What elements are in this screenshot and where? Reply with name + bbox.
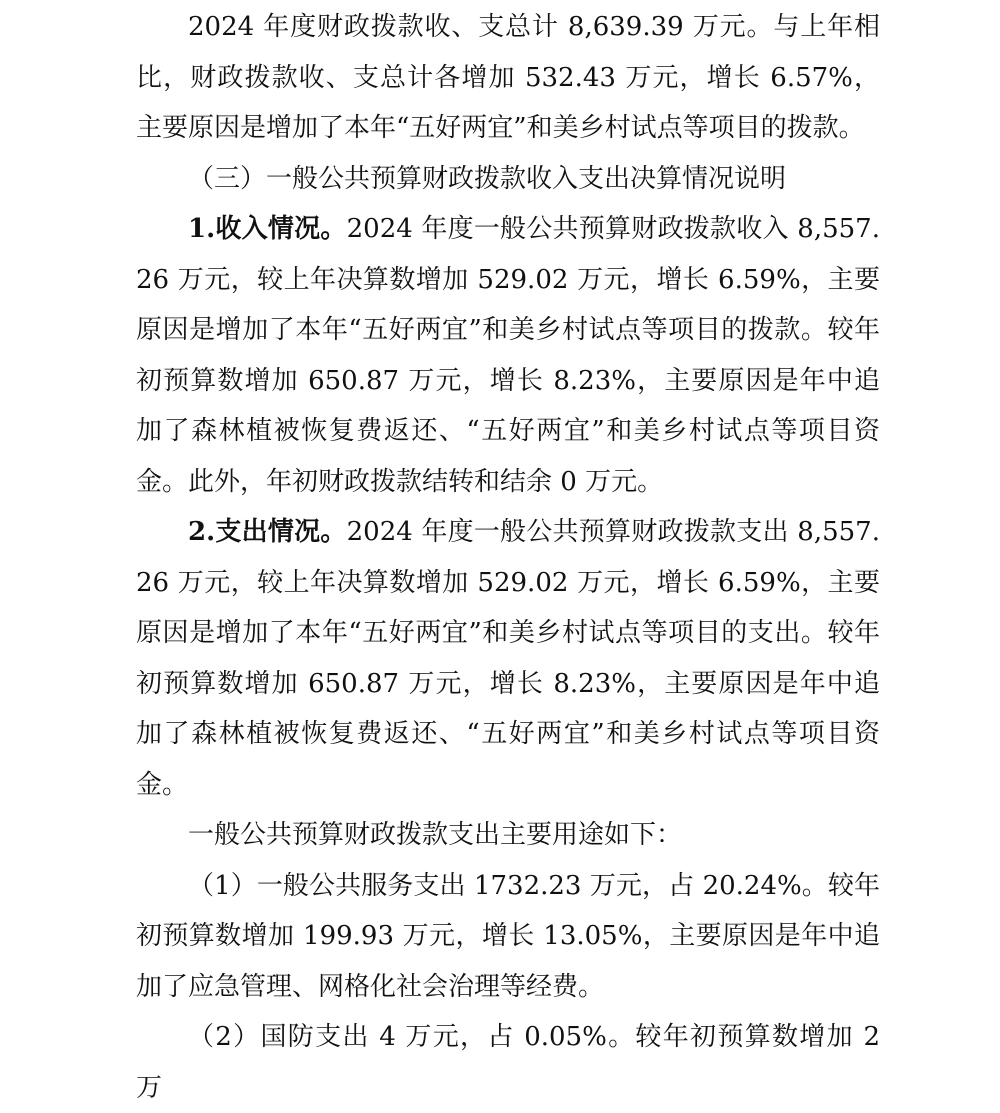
document-page bbox=[136, 0, 880, 1113]
paragraph-expense bbox=[136, 507, 880, 810]
paragraph-uses-intro: 一般公共预算财政拨款支出主要用途如下： bbox=[188, 820, 683, 850]
paragraph-item-2: （2）国防支出 4 万元，占 0.05%。较年初预算数增加 2 万 bbox=[136, 1022, 880, 1103]
income-title: 1.收入情况。 bbox=[188, 214, 347, 244]
paragraph-total-summary: 2024 年度财政拨款收、支总计 8,639.39 万元。与上年相比，财政拨款收、支总计各增加 532.43 万元，增长 6.57%，主要原因是增加了本年“五好两宜”和美乡村试点等项目的拨款。 bbox=[136, 12, 880, 143]
expense-title: 2.支出情况。 bbox=[188, 517, 347, 547]
expense-body: 2024 年度一般公共预算财政拨款支出 8,557.26 万元，较上年决算数增加 529.02 万元，增长 6.59%，主要原因是增加了本年“五好两宜”和美乡村试点等项目的支出。较年初预算数增加 650.87 万元，增长 8.23%，主要原因是年中追加了森林植被恢复费返还、“五好两宜”和美乡村试点等项目资金。 bbox=[136, 517, 880, 800]
section-heading: （三）一般公共预算财政拨款收入支出决算情况说明 bbox=[188, 163, 787, 194]
paragraph-income bbox=[136, 204, 880, 507]
paragraph-item-1: （1）一般公共服务支出 1732.23 万元，占 20.24%。较年初预算数增加 199.93 万元，增长 13.05%，主要原因是年中追加了应急管理、网格化社会治理等经费。 bbox=[136, 870, 880, 1002]
income-body: 2024 年度一般公共预算财政拨款收入 8,557.26 万元，较上年决算数增加 529.02 万元，增长 6.59%，主要原因是增加了本年“五好两宜”和美乡村试点等项目的拨款。较年初预算数增加 650.87 万元，增长 8.23%，主要原因是年中追加了森林植被恢复费返还、“五好两宜”和美乡村试点等项目资金。此外，年初财政拨款结转和结余 0 万元。 bbox=[136, 214, 880, 497]
